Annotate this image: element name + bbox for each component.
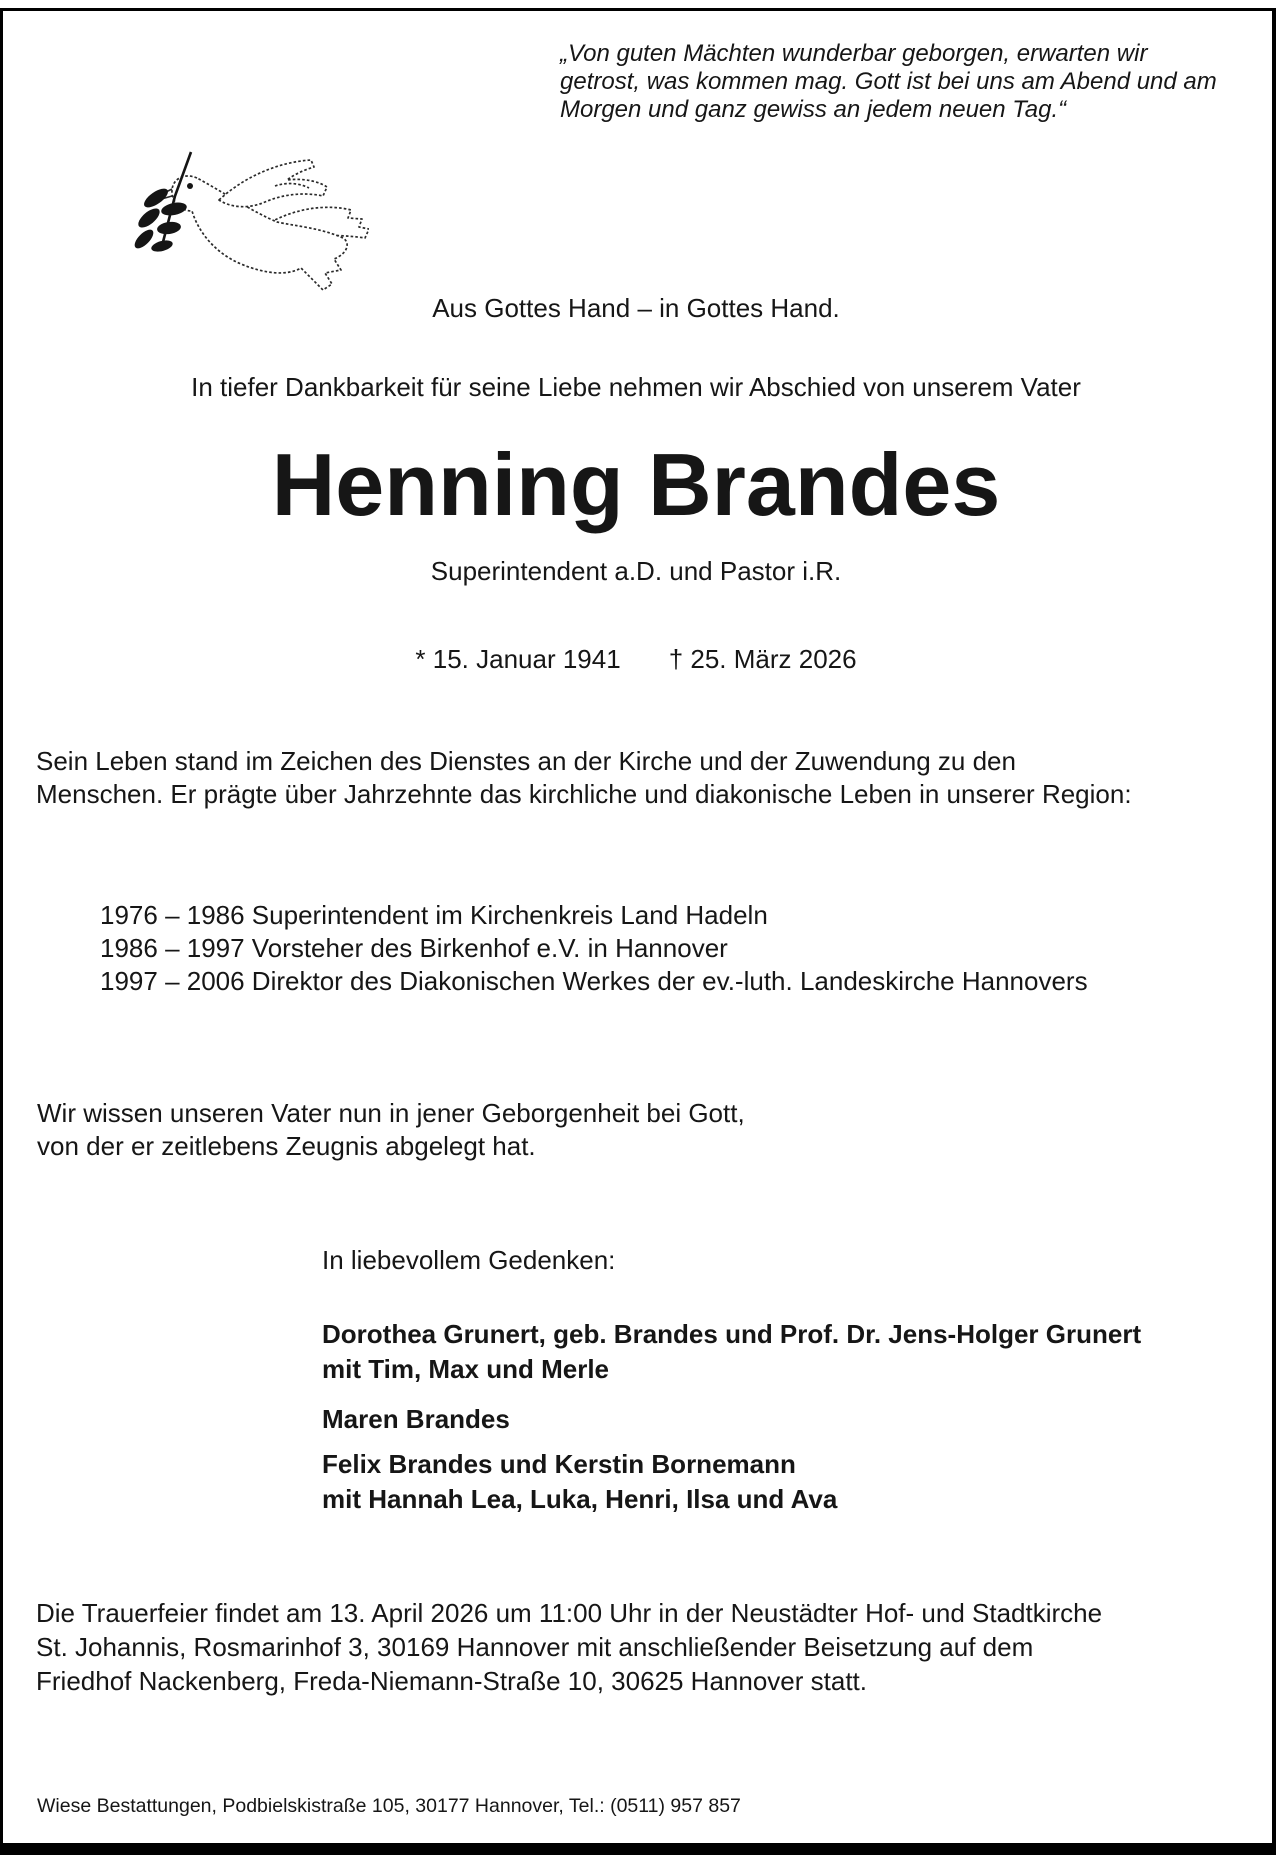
- dove-olive-branch-drawing: [125, 150, 369, 296]
- mourner-line: mit Hannah Lea, Luka, Henri, Ilsa und Ava: [322, 1484, 838, 1514]
- dove-icon: [125, 150, 369, 296]
- deceased-title: Superintendent a.D. und Pastor i.R.: [430, 556, 842, 586]
- career-item: 1997 – 2006 Direktor des Diakonischen Werkes der ev.-luth. Landeskirche Hannovers: [100, 966, 1088, 996]
- life-summary-line: Menschen. Er prägte über Jahrzehnte das kirchliche und diakonische Leben in unserer Region:: [36, 779, 1132, 809]
- life-summary: [36, 745, 1132, 811]
- memoriam-label: In liebevollem Gedenken:: [322, 1245, 616, 1275]
- death-date: † 25. März 2026: [668, 644, 857, 674]
- deceased-name: Henning Brandes: [271, 435, 1001, 534]
- career-item: 1986 – 1997 Vorsteher des Birkenhof e.V. in Hannover: [100, 933, 728, 963]
- quote-line: „Von guten Mächten wunderbar geborgen, erwarten wir: [560, 40, 1148, 67]
- mourner-line: Felix Brandes und Kerstin Bornemann: [322, 1449, 796, 1479]
- life-dates: [0, 644, 1272, 675]
- life-summary-line: Sein Leben stand im Zeichen des Dienstes an der Kirche und der Zuwendung zu den: [36, 746, 1016, 776]
- mourners-list: [322, 1317, 1141, 1517]
- intro-line: In tiefer Dankbarkeit für seine Liebe nehmen wir Abschied von unserem Vater: [191, 372, 1081, 402]
- funeral-info-line: St. Johannis, Rosmarinhof 3, 30169 Hannover mit anschließender Beisetzung auf dem: [36, 1632, 1034, 1662]
- funeral-info-line: Die Trauerfeier findet am 13. April 2026 um 11:00 Uhr in der Neustädter Hof- und Stadtkirche: [36, 1598, 1103, 1628]
- mourner-line: mit Tim, Max und Merle: [322, 1354, 610, 1384]
- quote-line: getrost, was kommen mag. Gott ist bei uns am Abend und am: [560, 68, 1217, 95]
- career-list: [100, 899, 1088, 998]
- opening-quote: [560, 40, 1217, 124]
- funeral-info-line: Friedhof Nackenberg, Freda-Niemann-Straße 10, 30625 Hannover statt.: [36, 1666, 867, 1696]
- motto: Aus Gottes Hand – in Gottes Hand.: [432, 293, 840, 323]
- comfort-line: von der er zeitlebens Zeugnis abgelegt hat.: [37, 1131, 536, 1161]
- mourner-line: Maren Brandes: [322, 1404, 510, 1434]
- dove-eye: [187, 183, 193, 189]
- mourner-line: Dorothea Grunert, geb. Brandes und Prof. Dr. Jens-Holger Grunert: [322, 1319, 1142, 1349]
- comfort-line: Wir wissen unseren Vater nun in jener Geborgenheit bei Gott,: [37, 1098, 745, 1128]
- career-item: 1976 – 1986 Superintendent im Kirchenkreis Land Hadeln: [100, 900, 768, 930]
- funeral-info: [36, 1596, 1102, 1698]
- birth-date: * 15. Januar 1941: [415, 644, 621, 674]
- comfort-paragraph: [37, 1097, 745, 1163]
- funeral-home-footer: Wiese Bestattungen, Podbielskistraße 105, 30177 Hannover, Tel.: (0511) 957 857: [37, 1795, 741, 1817]
- quote-line: Morgen und ganz gewiss an jedem neuen Tag.“: [560, 96, 1067, 123]
